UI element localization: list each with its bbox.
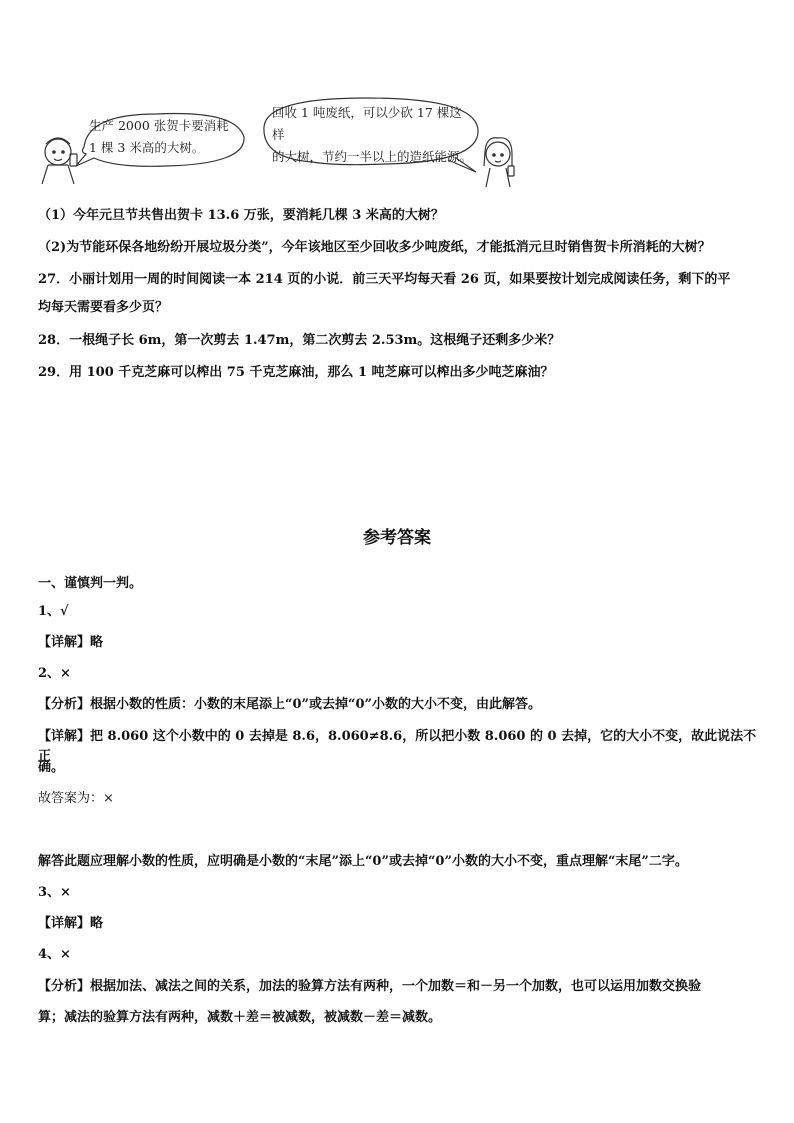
answer-4-analysis-line-2: 算；减法的验算方法有两种，减数＋差＝被减数，被减数－差＝减数。 <box>38 1010 442 1025</box>
question-28: 28．一根绳子长 6m，第一次剪去 1.47m，第二次剪去 2.53m。这根绳子还剩多少米？ <box>38 333 561 348</box>
answer-2-note: 解答此题应理解小数的性质，应明确是小数的“末尾”添上“0”或去掉“0”小数的大小不变，重点理解“末尾”二字。 <box>38 854 688 869</box>
answer-3: 3、× <box>38 885 71 900</box>
answer-4-analysis-line-1: 【分析】根据加法、减法之间的关系，加法的验算方法有两种，一个加数＝和－另一个加数，也可以运用加数交换验 <box>38 979 702 994</box>
answer-2-analysis: 【分析】根据小数的性质：小数的末尾添上“0”或去掉“0”小数的大小不变，由此解答。 <box>38 697 542 712</box>
girl-figure-icon <box>484 138 514 187</box>
right-bubble-line-1: 回收 1 吨废纸，可以少砍 17 棵这样 <box>272 105 462 142</box>
answer-2-final: 故答案为：× <box>38 791 114 806</box>
question-29: 29．用 100 千克芝麻可以榨出 75 千克芝麻油，那么 1 吨芝麻可以榨出多少吨芝麻油？ <box>38 365 554 380</box>
answer-1: 1、√ <box>38 604 69 619</box>
answer-4: 4、× <box>38 947 71 962</box>
right-bubble-line-2: 的大树，节约一半以上的造纸能源。 <box>272 149 473 164</box>
question-27-line-2: 均每天需要看多少页？ <box>38 300 169 315</box>
question-26-part-1: （1）今年元旦节共售出贺卡 13.6 万张，要消耗几棵 3 米高的大树？ <box>38 208 444 223</box>
section-heading: 一、谨慎判一判。 <box>38 576 143 591</box>
answer-3-detail: 【详解】略 <box>38 916 104 931</box>
answers-title: 参考答案 <box>363 528 431 548</box>
boy-figure-icon <box>42 138 77 184</box>
question-27-line-1: 27．小丽计划用一周的时间阅读一本 214 页的小说．前三天平均每天看 26 页，如果要按计划完成阅读任务，剩下的平 <box>38 272 731 287</box>
left-bubble-text <box>89 115 239 159</box>
left-bubble-line-2: 1 棵 3 米高的大树。 <box>89 140 205 155</box>
left-bubble-line-1: 生产 2000 张贺卡要消耗 <box>89 118 229 133</box>
answer-2: 2、× <box>38 666 71 681</box>
answer-2-detail-line-2: 确。 <box>38 760 65 775</box>
answer-1-detail: 【详解】略 <box>38 635 104 650</box>
answer-2-detail-line-1: 【详解】把 8.060 这个小数中的 0 去掉是 8.6，8.060≠8.6，所以把小数 8.060 的 0 去掉，它的大小不变，故此说法不正 <box>38 729 757 764</box>
question-26-part-2: （2)为节能环保各地纷纷开展垃圾分类”，今年该地区至少回收多少吨废纸，才能抵消元旦时销售贺卡所消耗的大树？ <box>38 240 711 255</box>
right-bubble-text <box>272 102 472 168</box>
